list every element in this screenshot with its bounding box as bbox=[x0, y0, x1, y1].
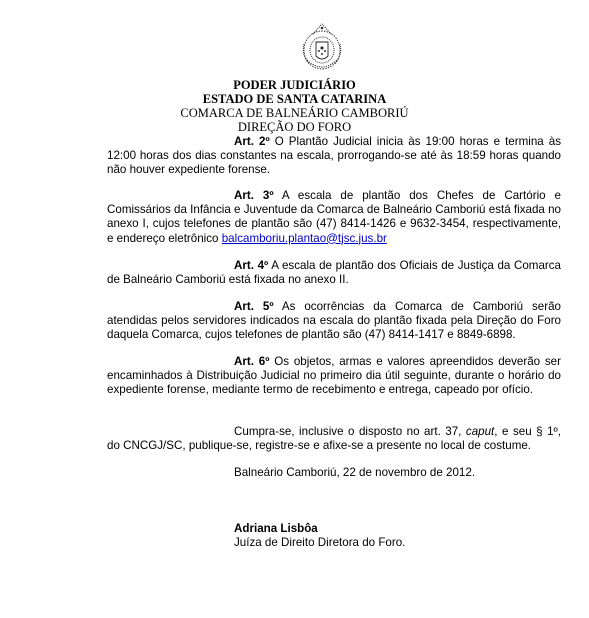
article-text: As ocorrências da Comarca de Camboriú serão atendidas pelos servidores indicados na escala do plantão fixada pela Direção do Foro daquela Comarca, cujos telefones de plantão são (47) 8414-1417 e 8849-6898. bbox=[107, 300, 562, 342]
article-2 bbox=[107, 135, 561, 178]
article-text: A escala de plantão dos Chefes de Cartório e Comissários da Infância e Juventude da Comarca de Balneário Camboriú está fixada no anexo I, cujos telefones de plantão são (47) 8414-1426 e 9632-3454, respectivamente, e endereço eletrônico bbox=[107, 189, 561, 245]
signatory-title: Juíza de Direito Diretora do Foro. bbox=[234, 536, 406, 550]
article-text: O Plantão Judicial inicia às 19:00 horas e termina às 12:00 horas dos dias constantes na escala, prorrogando-se até às 18:59 horas quando não houver expediente forense. bbox=[107, 135, 562, 177]
coat-of-arms-seal bbox=[297, 20, 347, 74]
signature-block bbox=[234, 522, 564, 550]
article-text: A escala de plantão dos Oficiais de Justiça da Comarca de Balneário Camboriú está fixada no anexo II. bbox=[107, 259, 562, 287]
header-estado: ESTADO DE SANTA CATARINA bbox=[202, 92, 387, 106]
closing-part-1: Cumpra-se, inclusive o disposto no art. 37, bbox=[234, 425, 466, 438]
closing-paragraph bbox=[107, 425, 561, 453]
article-4 bbox=[107, 259, 561, 287]
article-text: Os objetos, armas e valores apreendidos deverão ser encaminhados à Distribuição Judicial no primeiro dia útil seguinte, durante o horário do expediente forense, mediante termo de recebimento e entrega, capeado por ofício. bbox=[107, 355, 561, 397]
closing-part-2: , e seu § 1º, do CNCGJ/SC, publique-se, registre-se e afixe-se a presente no local de costume. bbox=[107, 425, 561, 453]
signatory-name: Adriana Lisbôa bbox=[234, 522, 318, 535]
place-date-text: Balneário Camboriú, 22 de novembro de 2012. bbox=[234, 466, 476, 479]
closing-caput: caput bbox=[465, 425, 495, 438]
article-label: Art. 2º bbox=[234, 135, 270, 148]
email-link[interactable]: balcamboriu.plantao@tjsc.jus.br bbox=[221, 231, 387, 245]
header-poder-judiciario: PODER JUDICIÁRIO bbox=[233, 78, 356, 92]
article-6 bbox=[107, 355, 561, 398]
header-direcao: DIREÇÃO DO FORO bbox=[237, 120, 352, 134]
header-comarca: COMARCA DE BALNEÁRIO CAMBORIÚ bbox=[180, 106, 409, 120]
article-label: Art. 4º bbox=[234, 259, 269, 272]
article-label: Art. 6º bbox=[234, 355, 270, 368]
article-label: Art. 3º bbox=[234, 189, 274, 202]
article-3 bbox=[107, 189, 561, 246]
article-label: Art. 5º bbox=[234, 300, 274, 313]
article-5 bbox=[107, 300, 561, 343]
place-date bbox=[234, 466, 564, 480]
